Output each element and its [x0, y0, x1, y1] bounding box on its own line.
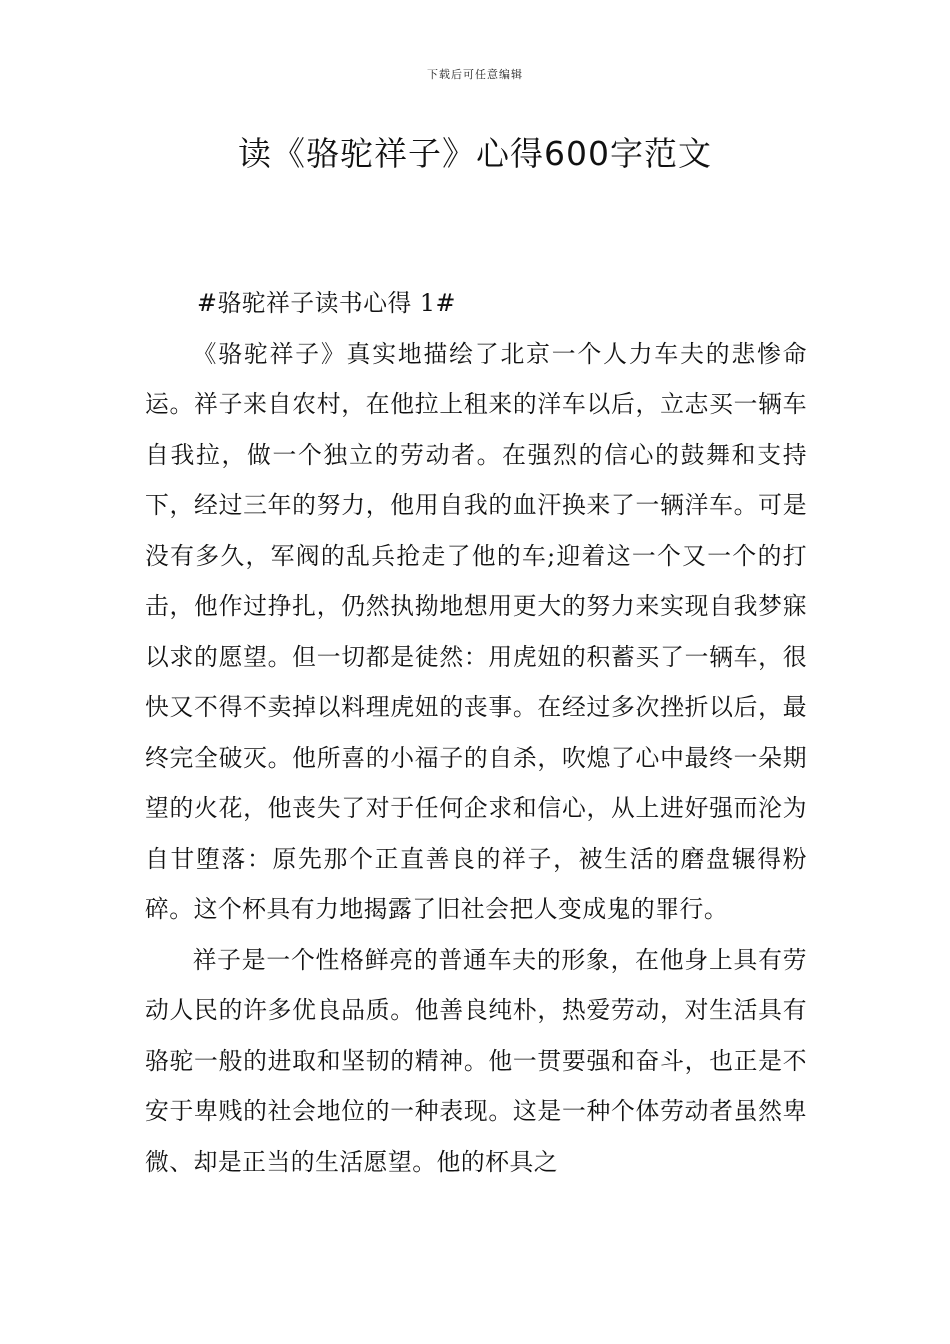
paragraph-2: 祥子是一个性格鲜亮的普通车夫的形象，在他身上具有劳动人民的许多优良品质。他善良纯朴，热爱劳动，对生活具有骆驼一般的进取和坚韧的精神。他一贯要强和奋斗，也正是不安于卑贱的社会地位的一种表现。这是一种个体劳动者虽然卑微、却是正当的生活愿望。他的杯具之 — [145, 945, 807, 1176]
document-body — [145, 278, 807, 1187]
header-note: 下载后可任意编辑 — [427, 68, 523, 81]
section-heading: #骆驼祥子读书心得 1# — [197, 289, 456, 317]
document-title: 读《骆驼祥子》心得600字范文 — [238, 134, 712, 173]
paragraph-1: 《骆驼祥子》真实地描绘了北京一个人力车夫的悲惨命运。祥子来自农村，在他拉上租来的洋车以后，立志买一辆车自我拉，做一个独立的劳动者。在强烈的信心的鼓舞和支持下，经过三年的努力，他用自我的血汗换来了一辆洋车。可是没有多久，军阀的乱兵抢走了他的车;迎着这一个又一个的打击，他作过挣扎，仍然执拗地想用更大的努力来实现自我梦寐以求的愿望。但一切都是徒然：用虎妞的积蓄买了一辆车，很快又不得不卖掉以料理虎妞的丧事。在经过多次挫折以后，最终完全破灭。他所喜的小福子的自杀，吹熄了心中最终一朵期望的火花，他丧失了对于任何企求和信心，从上进好强而沦为自甘堕落：原先那个正直善良的祥子，被生活的磨盘辗得粉碎。这个杯具有力地揭露了旧社会把人变成鬼的罪行。 — [145, 339, 807, 923]
